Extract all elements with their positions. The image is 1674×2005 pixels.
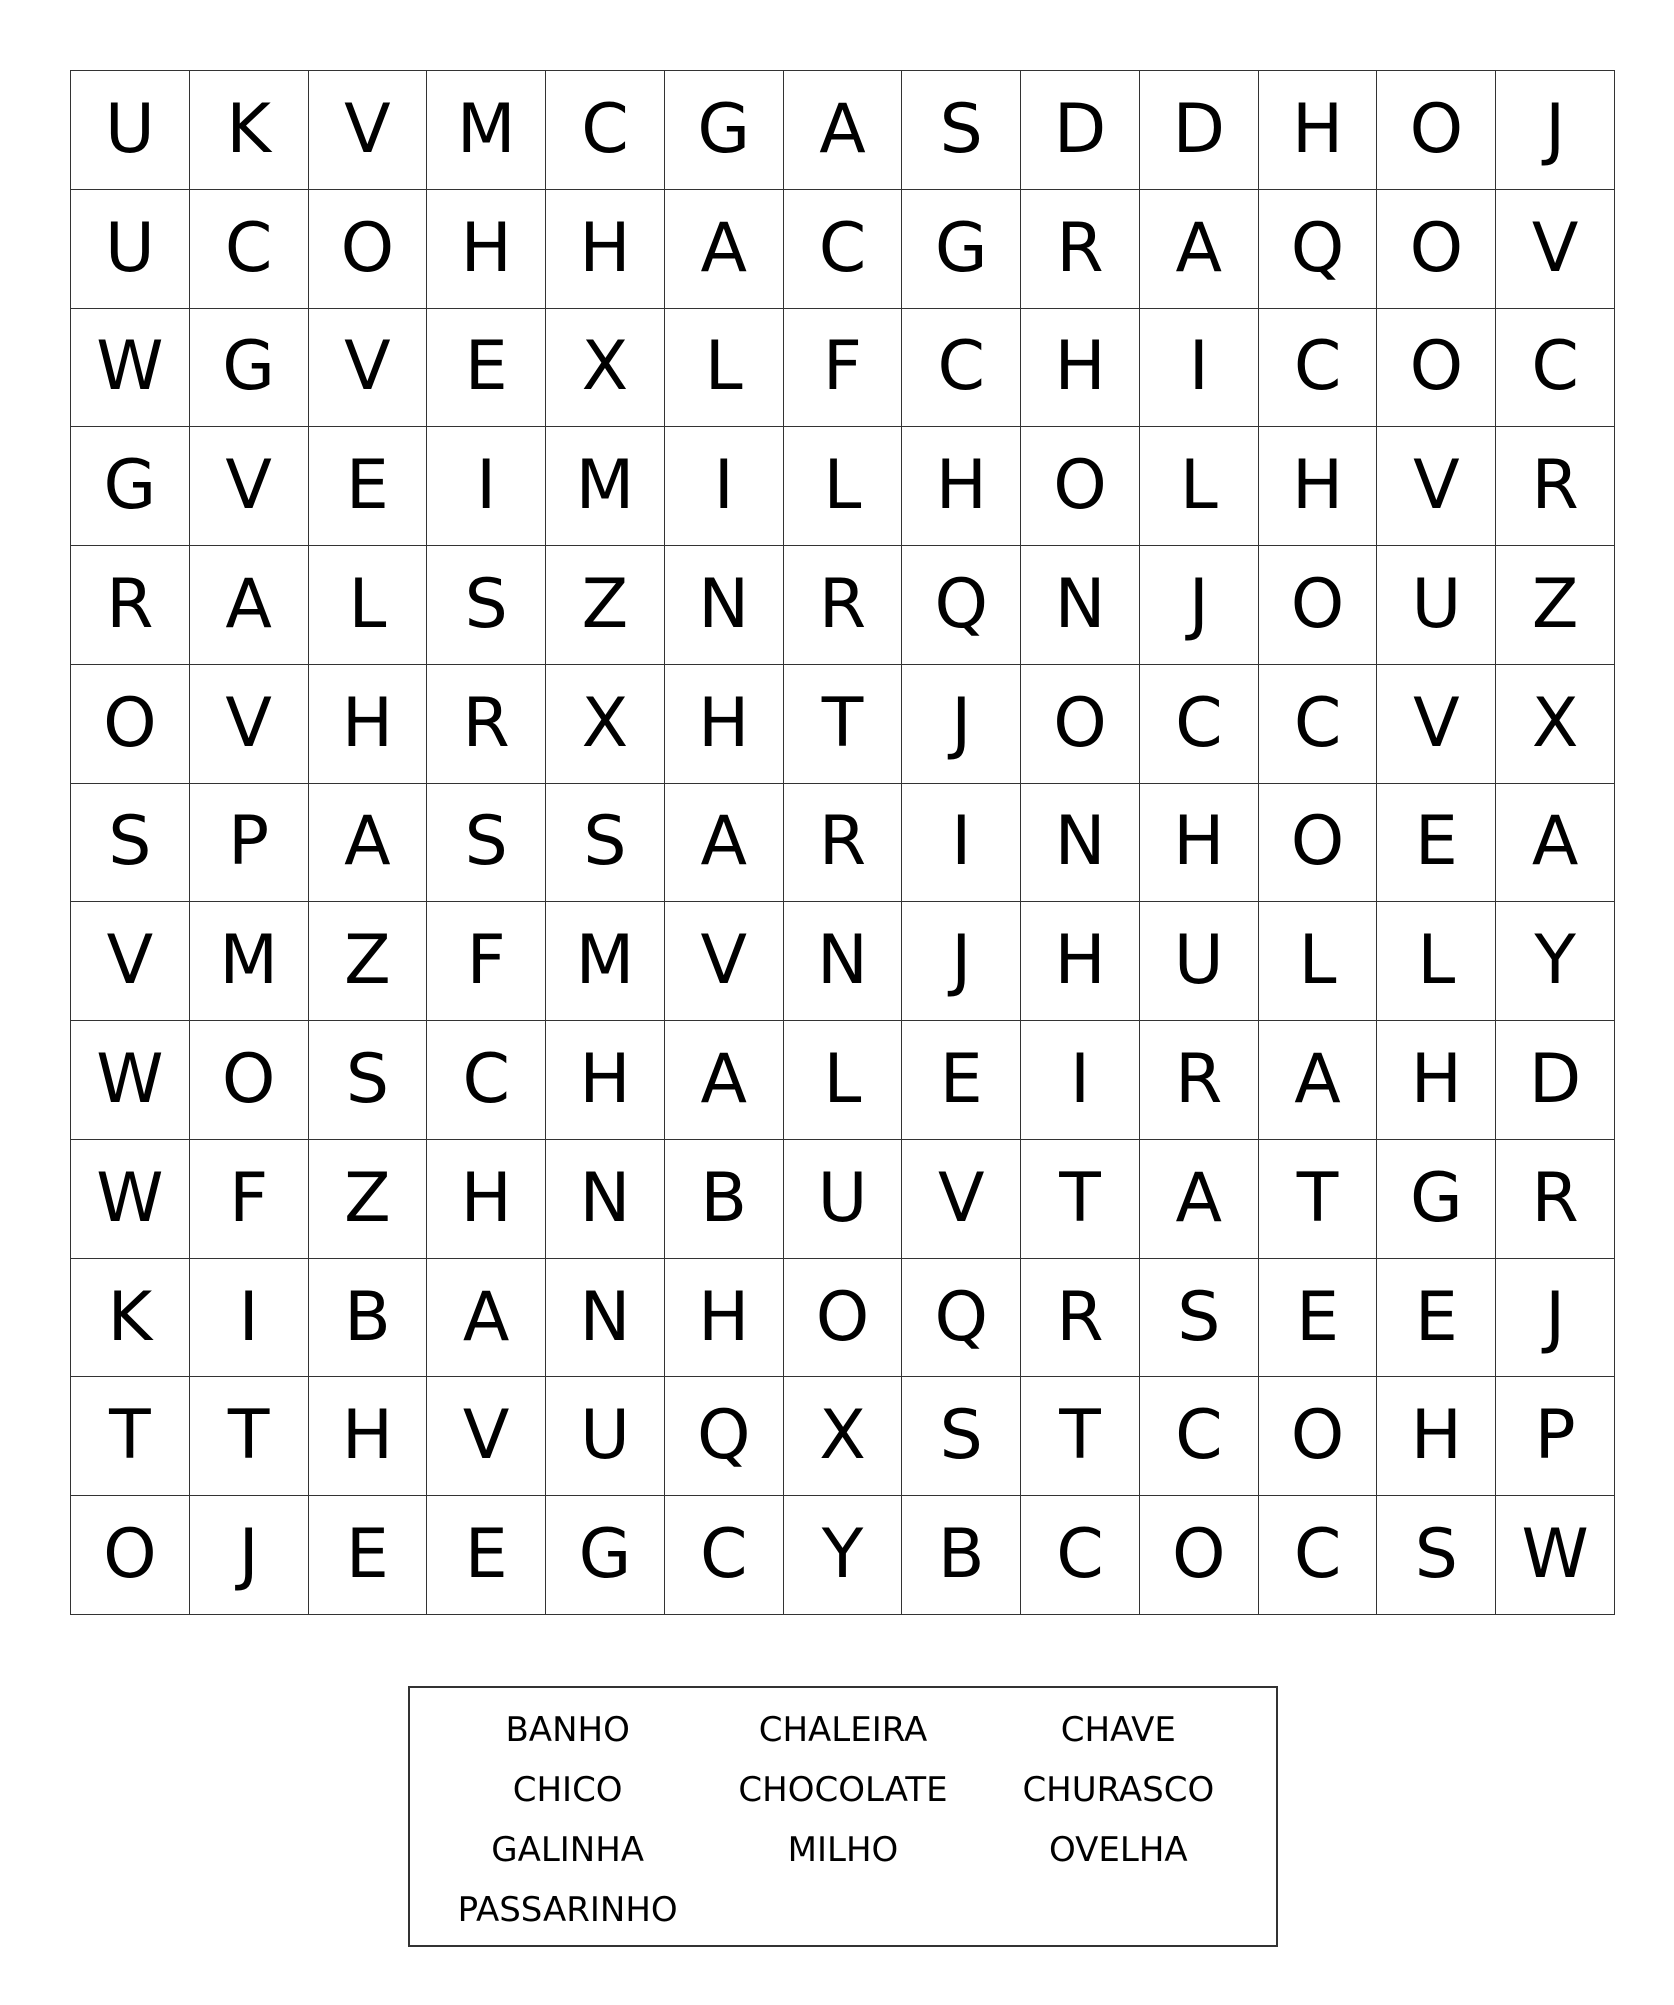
grid-cell[interactable]: N bbox=[546, 1259, 665, 1378]
grid-cell[interactable]: U bbox=[1140, 902, 1259, 1021]
grid-cell[interactable]: G bbox=[902, 190, 1021, 309]
grid-cell[interactable]: L bbox=[665, 309, 784, 428]
grid-cell[interactable]: H bbox=[902, 427, 1021, 546]
grid-cell[interactable]: E bbox=[1259, 1259, 1378, 1378]
word-list-item: OVELHA bbox=[1048, 1830, 1188, 1870]
grid-cell[interactable]: M bbox=[546, 902, 665, 1021]
grid-cell[interactable]: R bbox=[1021, 190, 1140, 309]
word-list-item: CHICO bbox=[512, 1770, 623, 1810]
grid-cell[interactable]: V bbox=[71, 902, 190, 1021]
grid-cell[interactable]: F bbox=[190, 1140, 309, 1259]
grid-cell[interactable]: A bbox=[784, 71, 903, 190]
grid-cell[interactable]: D bbox=[1496, 1021, 1615, 1140]
grid-cell[interactable]: T bbox=[784, 665, 903, 784]
word-list-item: CHURASCO bbox=[1022, 1770, 1215, 1810]
grid-cell[interactable]: E bbox=[902, 1021, 1021, 1140]
grid-cell[interactable]: G bbox=[1377, 1140, 1496, 1259]
word-list-item: MILHO bbox=[787, 1830, 899, 1870]
grid-cell[interactable]: V bbox=[309, 309, 428, 428]
grid-cell[interactable]: S bbox=[1140, 1259, 1259, 1378]
grid-cell[interactable]: H bbox=[1021, 309, 1140, 428]
grid-cell[interactable]: B bbox=[902, 1496, 1021, 1615]
grid-cell[interactable]: P bbox=[1496, 1377, 1615, 1496]
grid-cell[interactable]: U bbox=[546, 1377, 665, 1496]
grid-cell[interactable]: H bbox=[1259, 427, 1378, 546]
grid-cell[interactable]: L bbox=[1259, 902, 1378, 1021]
grid-cell[interactable]: L bbox=[309, 546, 428, 665]
grid-cell[interactable]: I bbox=[665, 427, 784, 546]
word-list-box bbox=[408, 1686, 1278, 1947]
grid-cell[interactable]: V bbox=[427, 1377, 546, 1496]
grid-cell[interactable]: Z bbox=[309, 902, 428, 1021]
grid-cell[interactable]: T bbox=[71, 1377, 190, 1496]
grid-cell[interactable]: S bbox=[427, 784, 546, 903]
word-list-item: CHALEIRA bbox=[758, 1710, 928, 1750]
grid-cell[interactable]: L bbox=[784, 427, 903, 546]
grid-cell[interactable]: T bbox=[190, 1377, 309, 1496]
grid-cell[interactable]: G bbox=[665, 71, 784, 190]
grid-cell[interactable]: V bbox=[665, 902, 784, 1021]
grid-cell[interactable]: O bbox=[1377, 309, 1496, 428]
grid-cell[interactable]: A bbox=[1140, 1140, 1259, 1259]
grid-cell[interactable]: C bbox=[902, 309, 1021, 428]
grid-cell[interactable]: R bbox=[71, 546, 190, 665]
grid-cell[interactable]: A bbox=[1140, 190, 1259, 309]
grid-cell[interactable]: O bbox=[71, 1496, 190, 1615]
grid-cell[interactable]: H bbox=[427, 190, 546, 309]
grid-cell[interactable]: C bbox=[1140, 665, 1259, 784]
grid-cell[interactable]: D bbox=[1140, 71, 1259, 190]
grid-cell[interactable]: R bbox=[1496, 1140, 1615, 1259]
grid-cell[interactable]: H bbox=[665, 1259, 784, 1378]
grid-cell[interactable]: G bbox=[71, 427, 190, 546]
grid-cell[interactable]: A bbox=[665, 190, 784, 309]
grid-cell[interactable]: H bbox=[1377, 1377, 1496, 1496]
grid-cell[interactable]: H bbox=[1377, 1021, 1496, 1140]
grid-cell[interactable]: X bbox=[546, 309, 665, 428]
grid-cell[interactable]: C bbox=[190, 190, 309, 309]
grid-cell[interactable]: O bbox=[1259, 546, 1378, 665]
grid-cell[interactable]: I bbox=[190, 1259, 309, 1378]
grid-cell[interactable]: Q bbox=[665, 1377, 784, 1496]
word-search-grid bbox=[70, 70, 1615, 1615]
grid-cell[interactable]: N bbox=[665, 546, 784, 665]
grid-cell[interactable]: O bbox=[1377, 190, 1496, 309]
grid-cell[interactable]: F bbox=[427, 902, 546, 1021]
grid-cell[interactable]: C bbox=[1259, 1496, 1378, 1615]
grid-cell[interactable]: O bbox=[309, 190, 428, 309]
grid-cell[interactable]: I bbox=[1021, 1021, 1140, 1140]
grid-cell[interactable]: J bbox=[902, 902, 1021, 1021]
grid-cell[interactable]: A bbox=[309, 784, 428, 903]
grid-cell[interactable]: K bbox=[190, 71, 309, 190]
grid-cell[interactable]: N bbox=[1021, 546, 1140, 665]
grid-cell[interactable]: W bbox=[71, 1021, 190, 1140]
grid-cell[interactable]: O bbox=[1021, 665, 1140, 784]
grid-cell[interactable]: H bbox=[1140, 784, 1259, 903]
grid-cell[interactable]: O bbox=[1259, 784, 1378, 903]
word-list-item: CHAVE bbox=[1060, 1710, 1176, 1750]
grid-cell[interactable]: H bbox=[309, 665, 428, 784]
grid-cell[interactable]: R bbox=[1021, 1259, 1140, 1378]
grid-cell[interactable]: I bbox=[427, 427, 546, 546]
grid-cell[interactable]: B bbox=[309, 1259, 428, 1378]
grid-cell[interactable]: V bbox=[190, 665, 309, 784]
grid-cell[interactable]: K bbox=[71, 1259, 190, 1378]
grid-cell[interactable]: Q bbox=[902, 1259, 1021, 1378]
grid-cell[interactable]: X bbox=[784, 1377, 903, 1496]
grid-cell[interactable]: E bbox=[1377, 784, 1496, 903]
grid-cell[interactable]: A bbox=[1496, 784, 1615, 903]
grid-cell[interactable]: C bbox=[1140, 1377, 1259, 1496]
grid-cell[interactable]: S bbox=[309, 1021, 428, 1140]
grid-cell[interactable]: H bbox=[1259, 71, 1378, 190]
grid-cell[interactable]: L bbox=[1377, 902, 1496, 1021]
grid-cell[interactable]: O bbox=[190, 1021, 309, 1140]
grid-cell[interactable]: A bbox=[665, 784, 784, 903]
grid-cell[interactable]: V bbox=[1377, 427, 1496, 546]
grid-cell[interactable]: C bbox=[546, 71, 665, 190]
grid-cell[interactable]: E bbox=[427, 1496, 546, 1615]
grid-cell[interactable]: M bbox=[190, 902, 309, 1021]
grid-cell[interactable]: V bbox=[309, 71, 428, 190]
word-list-item: CHOCOLATE bbox=[738, 1770, 948, 1810]
grid-cell[interactable]: R bbox=[784, 546, 903, 665]
grid-cell[interactable]: U bbox=[784, 1140, 903, 1259]
grid-cell[interactable]: B bbox=[665, 1140, 784, 1259]
grid-cell[interactable]: U bbox=[71, 190, 190, 309]
grid-cell[interactable]: X bbox=[1496, 665, 1615, 784]
grid-cell[interactable]: S bbox=[71, 784, 190, 903]
grid-cell[interactable]: V bbox=[1496, 190, 1615, 309]
grid-cell[interactable]: R bbox=[784, 784, 903, 903]
grid-cell[interactable]: D bbox=[1021, 71, 1140, 190]
grid-cell[interactable]: T bbox=[1021, 1377, 1140, 1496]
grid-cell[interactable]: M bbox=[546, 427, 665, 546]
grid-cell[interactable]: E bbox=[1377, 1259, 1496, 1378]
grid-cell[interactable]: S bbox=[427, 546, 546, 665]
word-list-item: GALINHA bbox=[491, 1830, 645, 1870]
grid-cell[interactable]: H bbox=[665, 665, 784, 784]
grid-cell[interactable]: C bbox=[1496, 309, 1615, 428]
grid-cell[interactable]: E bbox=[427, 309, 546, 428]
grid-cell[interactable]: U bbox=[71, 71, 190, 190]
grid-cell[interactable]: O bbox=[1377, 71, 1496, 190]
grid-cell[interactable]: O bbox=[1021, 427, 1140, 546]
grid-cell[interactable]: O bbox=[71, 665, 190, 784]
grid-cell[interactable]: V bbox=[902, 1140, 1021, 1259]
grid-cell[interactable]: A bbox=[1259, 1021, 1378, 1140]
grid-cell[interactable]: O bbox=[784, 1259, 903, 1378]
grid-cell[interactable]: H bbox=[546, 190, 665, 309]
grid-cell[interactable]: W bbox=[1496, 1496, 1615, 1615]
grid-cell[interactable]: E bbox=[309, 427, 428, 546]
grid-cell[interactable]: J bbox=[902, 665, 1021, 784]
grid-cell[interactable]: H bbox=[546, 1021, 665, 1140]
grid-cell[interactable]: I bbox=[902, 784, 1021, 903]
grid-cell[interactable]: A bbox=[665, 1021, 784, 1140]
grid-cell[interactable]: S bbox=[1377, 1496, 1496, 1615]
grid-cell[interactable]: H bbox=[1021, 902, 1140, 1021]
grid-cell[interactable]: H bbox=[309, 1377, 428, 1496]
grid-cell[interactable]: F bbox=[784, 309, 903, 428]
grid-cell[interactable]: C bbox=[1259, 309, 1378, 428]
grid-cell[interactable]: L bbox=[1140, 427, 1259, 546]
grid-cell[interactable]: I bbox=[1140, 309, 1259, 428]
grid-cell[interactable]: G bbox=[190, 309, 309, 428]
grid-cell[interactable]: N bbox=[784, 902, 903, 1021]
grid-cell[interactable]: O bbox=[1259, 1377, 1378, 1496]
grid-cell[interactable]: C bbox=[1021, 1496, 1140, 1615]
grid-cell[interactable]: C bbox=[665, 1496, 784, 1615]
grid-cell[interactable]: Y bbox=[784, 1496, 903, 1615]
word-list-item: PASSARINHO bbox=[457, 1890, 678, 1930]
word-list bbox=[430, 1706, 1256, 1934]
grid-cell[interactable]: N bbox=[1021, 784, 1140, 903]
grid-cell[interactable]: V bbox=[190, 427, 309, 546]
grid-cell[interactable]: X bbox=[546, 665, 665, 784]
grid-cell[interactable]: M bbox=[427, 71, 546, 190]
grid-cell[interactable]: C bbox=[1259, 665, 1378, 784]
grid-cell[interactable]: S bbox=[902, 1377, 1021, 1496]
grid-cell[interactable]: C bbox=[784, 190, 903, 309]
grid-cell[interactable]: J bbox=[1496, 1259, 1615, 1378]
grid-cell[interactable]: S bbox=[902, 71, 1021, 190]
grid-cell[interactable]: U bbox=[1377, 546, 1496, 665]
grid-cell[interactable]: O bbox=[1140, 1496, 1259, 1615]
grid-cell[interactable]: Z bbox=[546, 546, 665, 665]
grid-cell[interactable]: J bbox=[1140, 546, 1259, 665]
grid-cell[interactable]: Y bbox=[1496, 902, 1615, 1021]
grid-cell[interactable]: A bbox=[190, 546, 309, 665]
grid-cell[interactable]: E bbox=[309, 1496, 428, 1615]
grid-cell[interactable]: T bbox=[1021, 1140, 1140, 1259]
grid-cell[interactable]: S bbox=[546, 784, 665, 903]
grid-cell[interactable]: J bbox=[190, 1496, 309, 1615]
grid-cell[interactable]: V bbox=[1377, 665, 1496, 784]
grid-cell[interactable]: G bbox=[546, 1496, 665, 1615]
grid-cell[interactable]: R bbox=[427, 665, 546, 784]
grid-cell[interactable]: J bbox=[1496, 71, 1615, 190]
grid-cell[interactable]: R bbox=[1140, 1021, 1259, 1140]
grid-cell[interactable]: P bbox=[190, 784, 309, 903]
grid-cell[interactable]: A bbox=[427, 1259, 546, 1378]
grid-cell[interactable]: W bbox=[71, 1140, 190, 1259]
grid-cell[interactable]: Q bbox=[1259, 190, 1378, 309]
grid-cell[interactable]: C bbox=[427, 1021, 546, 1140]
word-list-item: BANHO bbox=[505, 1710, 630, 1750]
grid-cell[interactable]: N bbox=[546, 1140, 665, 1259]
grid-cell[interactable]: Q bbox=[902, 546, 1021, 665]
grid-cell[interactable]: T bbox=[1259, 1140, 1378, 1259]
grid-cell[interactable]: L bbox=[784, 1021, 903, 1140]
grid-cell[interactable]: W bbox=[71, 309, 190, 428]
grid-cell[interactable]: H bbox=[427, 1140, 546, 1259]
grid-cell[interactable]: Z bbox=[309, 1140, 428, 1259]
grid-cell[interactable]: R bbox=[1496, 427, 1615, 546]
grid-cell[interactable]: Z bbox=[1496, 546, 1615, 665]
